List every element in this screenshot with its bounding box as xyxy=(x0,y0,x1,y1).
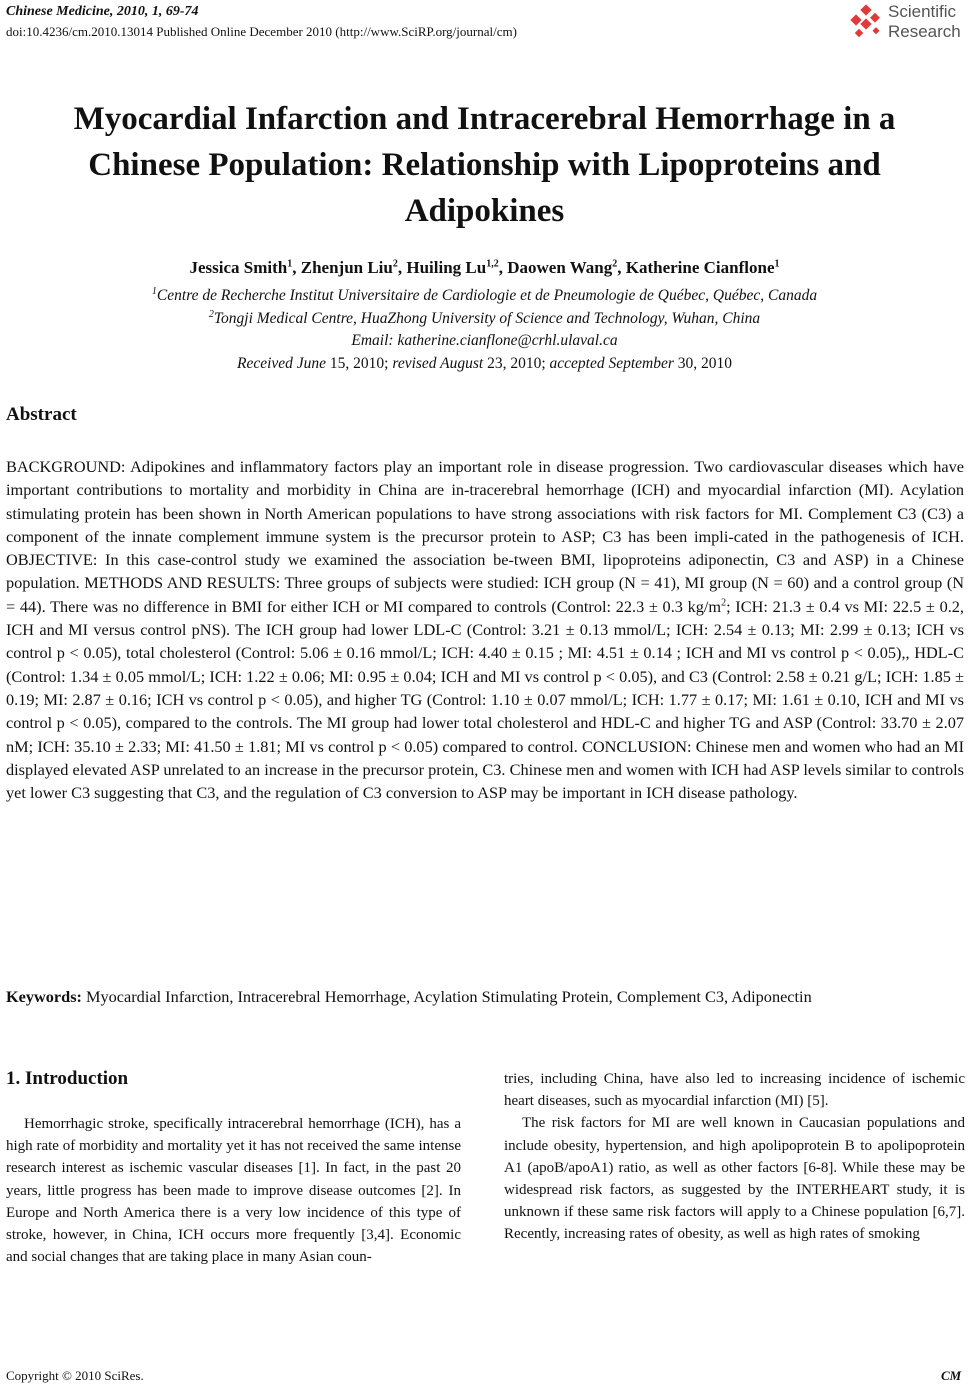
accepted-label: accepted September xyxy=(549,355,674,372)
abstract-text: 3.21 ± 0.13 mmol/L; ICH: 2.54 ± 0.13; MI: 2.99 ± 0.13; ICH vs control p < 0.05), total cholesterol (Control: xyxy=(6,620,964,663)
author-name: Zhenjun Liu xyxy=(300,258,393,277)
abstract-text: Three groups of subjects were studied: ICH group (N = 41), MI group (N = 60) and a control group (N = 44). xyxy=(6,573,965,616)
abstract-text: cardiovascular diseases which have important contributions to mortality and morbidity in China are in- xyxy=(6,457,964,500)
publisher-logo xyxy=(848,2,966,42)
abstract-text: component of the innate complement immune system is the precursor protein to ASP; C3 has been impli- xyxy=(6,526,734,546)
intro-paragraph: The risk factors for MI are well known in Caucasian populations and include obesity, hypertension, and high apolipoprotein B to apolipoprotein A1 (apoB/apoA1) ratio, as well as other factors [6-8]. While these may be widespread risk factors, as suggested by the INTERHEART study, it is unknown if these same risk factors will apply to a Chinese population [6,7]. Recently, increasing rates of obesity, as well as high rates of smoking xyxy=(504,1115,965,1243)
abstract-text: the regulation of C3 conversion to ASP may be important in ICH disease pathology. xyxy=(251,783,798,803)
affiliation-2 xyxy=(0,310,969,328)
author-sup: 2 xyxy=(392,258,398,270)
author-name: Katherine Cianflone xyxy=(625,258,775,277)
title-line-2: Chinese Population: Relationship with Lipoproteins and xyxy=(88,147,881,183)
intro-paragraph: tries, including China, have also led to increasing incidence of ischemic heart diseases, such as myocardial infarction (MI) [5]. xyxy=(504,1071,965,1110)
abstract-text: 0.07 mmol/L; ICH: 1.77 ± 0.17; MI: 1.61 ± 0.10, ICH and MI vs control p < 0.05), compared to the controls. xyxy=(6,689,964,733)
footer-copyright: Copyright © 2010 SciRes. xyxy=(6,1368,144,1383)
author-name: Huiling Lu xyxy=(406,258,487,277)
accepted-date: 30, 2010 xyxy=(673,355,733,372)
affiliation-sup: 2 xyxy=(208,308,214,320)
journal-volume: , 2010, 1, 69-74 xyxy=(109,4,199,19)
abstract-text: Chinese men and women with ICH had ASP levels similar to controls yet lower C3 suggesting that C3, and xyxy=(6,759,964,803)
author-email: Email: katherine.cianflone@crhl.ulaval.ca xyxy=(351,332,618,349)
article-title xyxy=(0,96,969,234)
article-dates xyxy=(0,355,969,373)
abstract-text: There was no difference in BMI for either ICH or MI compared to controls (Control: 22.3 ± 0.3 kg/m xyxy=(50,596,722,616)
intro-left-column xyxy=(6,1113,461,1268)
affiliation-text: Centre de Recherche Institut Universitaire de Cardiologie et de Pneumologie de Québec, Québec, Canada xyxy=(156,287,818,304)
section-heading-introduction: 1. Introduction xyxy=(6,1068,129,1089)
abstract-text: ; ICH: xyxy=(726,596,768,616)
abstract-text: men and women who had an MI displayed elevated ASP unrelated to an increase in the precursor protein, C3. xyxy=(6,736,965,779)
abstract-text: in North American populations to have strong associations with risk factors for MI. Complement C3 (C3) a xyxy=(246,503,964,523)
received-label: Received June xyxy=(236,355,327,372)
abstract-body xyxy=(6,455,964,804)
journal-citation xyxy=(6,4,199,20)
logo-mark-icon xyxy=(848,2,886,42)
abstract-heading: Abstract xyxy=(6,404,77,425)
abstract-text: cated in the pathogenesis of ICH. OBJECTIVE: In this case-control study we examined the association be- xyxy=(6,526,964,570)
abstract-text: tween BMI, lipoproteins adiponectin, C3 and ASP) in a Chinese population. METHODS AND RESULTS: xyxy=(6,550,964,593)
keywords-text: Myocardial Infarction, Intracerebral Hemorrhage, Acylation Stimulating Protein, Complement C3, Adiponectin xyxy=(86,987,812,1006)
affiliation-1 xyxy=(0,287,969,305)
author-sup: 2 xyxy=(612,258,618,270)
doi-line: doi:10.4236/cm.2010.13014 Published Online December 2010 (http://www.SciRP.org/journal/cm) xyxy=(6,24,517,39)
affiliation-sup: 1 xyxy=(151,285,157,297)
author-name: Daowen Wang xyxy=(507,258,613,277)
keywords xyxy=(6,985,964,1008)
abstract-text: ICH: 35.10 ± 2.33; MI: 41.50 ± 1.81; MI vs control p < 0.05) compared to control. CONCLUSION: Chinese xyxy=(37,736,749,756)
logo-text-line1: Scientific xyxy=(888,2,957,21)
author-sup: 1 xyxy=(774,258,780,270)
author-name: Jessica Smith xyxy=(189,258,288,277)
abstract-text: BACKGROUND: Adipokines and inflammatory factors play an important role in disease progression. Two xyxy=(6,457,723,476)
journal-name: Chinese Medicine xyxy=(6,4,110,19)
affiliation-text: Tongji Medical Centre, HuaZhong University of Science and Technology, Wuhan, China xyxy=(213,310,761,327)
author-sup: 1 xyxy=(287,258,293,270)
footer-journal-abbr: CM xyxy=(941,1368,962,1383)
logo-text-line2: Research xyxy=(888,22,961,41)
received-date: 15, 2010; xyxy=(326,355,393,372)
keywords-label: Keywords: xyxy=(6,987,82,1006)
abstract-text: 5.06 ± 0.16 mmol/L; ICH: 4.40 ± 0.15 ; MI: 4.51 ± 0.14 ; ICH and MI vs control p < 0.05),, HDL-C (Control: xyxy=(6,643,964,686)
revised-label: revised August xyxy=(392,355,484,372)
abstract-text: The MI group had lower total cholesterol and HDL-C and higher TG and ASP (Control: 33.70 ± 2.07 nM; xyxy=(6,713,964,756)
title-line-1: Myocardial Infarction and Intracerebral Hemorrhage in a xyxy=(73,101,896,137)
intro-right-column xyxy=(504,1068,965,1246)
author-sup: 1,2 xyxy=(486,258,499,270)
revised-date: 23, 2010; xyxy=(483,355,550,372)
abstract-text: tracerebral hemorrhage (ICH) and myocardial infarction (MI). Acylation stimulating protein has been shown xyxy=(6,480,964,523)
author-list: Jessica Smith$^1$, Zhenjun Liu$^2$, Huiling Lu$^{1,2}$, Daowen Wang$^2$, Katherine Cianflone$^1$ xyxy=(189,258,780,277)
abstract-text: 21.3 ± 0.4 vs MI: 22.5 ± 0.2, ICH and MI versus control pNS). The ICH group had lower LDL-C (Control: xyxy=(6,596,964,640)
intro-paragraph: Hemorrhagic stroke, specifically intracerebral hemorrhage (ICH), has a high rate of morbidity and mortality yet it has not received the same intense research interest as ischemic vascular diseases [1]. In fact, in the past 20 years, little progress has been made to improve disease outcomes [2]. In Europe and North America there is a very low incidence of this type of stroke, however, in China, ICH occurs more frequently [3,4]. Economic and social changes that are taking place in many Asian coun- xyxy=(6,1116,461,1266)
abstract-text: 1.34 ± 0.05 mmol/L; ICH: 1.22 ± 0.06; MI: 0.95 ± 0.04; ICH and MI vs control p < 0.05), and C3 (Control: xyxy=(69,666,772,686)
abstract-text: 2.58 ± 0.21 g/L; ICH: 1.85 ± 0.19; MI: 2.87 ± 0.16; ICH vs control p < 0.05), and higher TG (Control: 1.10 ± xyxy=(6,666,964,709)
title-line-3: Adipokines xyxy=(404,193,565,229)
abstract-sup: 2 xyxy=(721,597,727,609)
